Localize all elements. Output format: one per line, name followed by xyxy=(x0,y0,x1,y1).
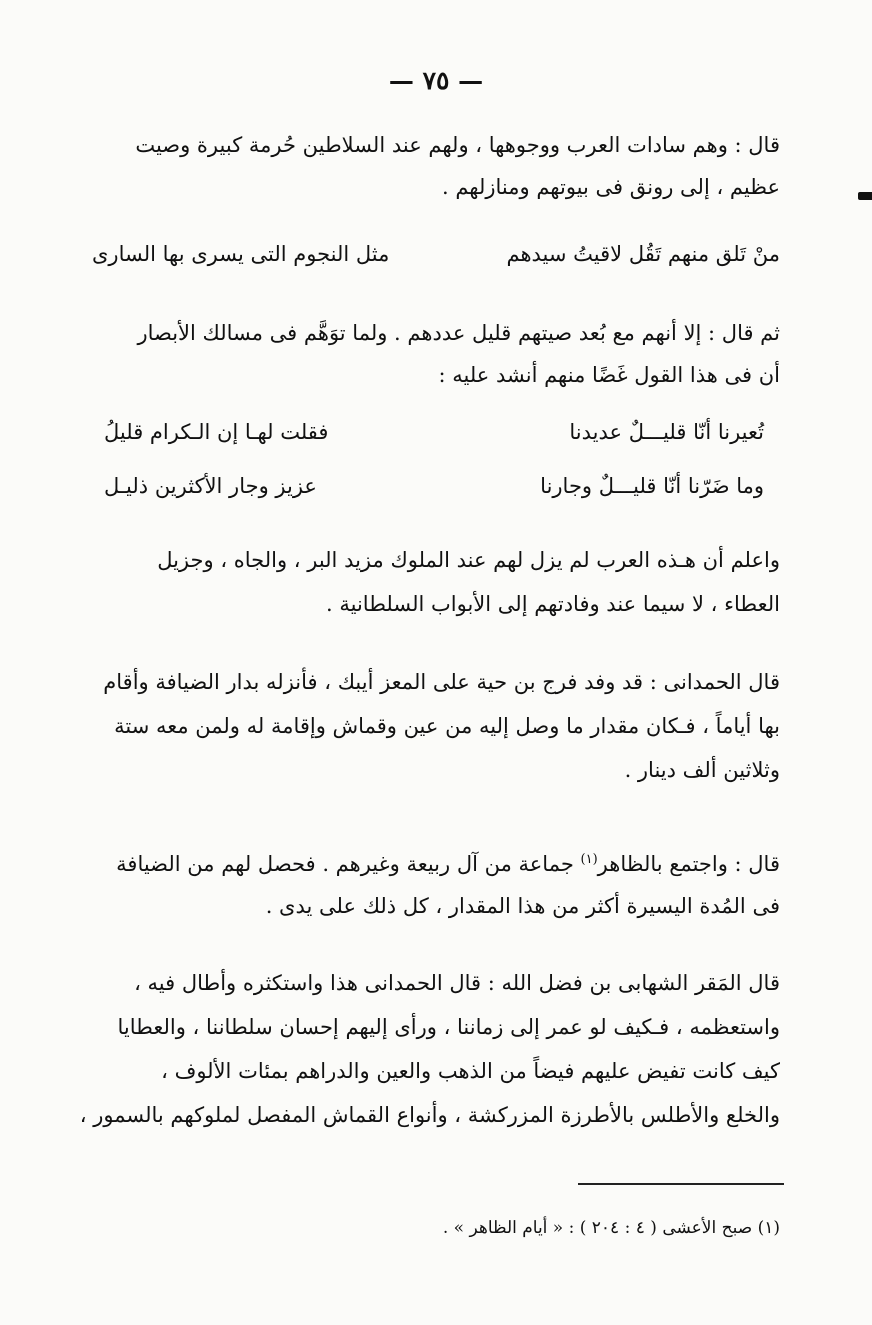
page-number: — ٧٥ — xyxy=(388,66,484,95)
text-segment: قال : واجتمع بالظاهر xyxy=(597,852,780,876)
paragraph-5 xyxy=(92,845,780,921)
text-line xyxy=(92,845,780,891)
page-edge-mark xyxy=(858,192,872,200)
paragraph-4 xyxy=(92,667,780,785)
verse-line xyxy=(104,420,764,444)
text-line: قال المَقر الشهابى بن فضل الله : قال الحمدانى هذا واستكثره وأطال فيه ، xyxy=(134,971,780,995)
text-segment: جماعة من آل ربيعة وغيرهم . فحصل لهم من الضيافة xyxy=(116,852,574,876)
verse-line xyxy=(92,242,780,266)
text-line: بها أياماً ، فـكان مقدار ما وصل إليه من عين وقماش وإقامة له ولمن معه ستة xyxy=(114,714,780,738)
paragraph-3 xyxy=(92,545,780,619)
text-line: واستعظمه ، فـكيف لو عمر إلى زماننا ، ورأى إليهم إحسان سلطاننا ، والعطايا xyxy=(117,1015,780,1039)
text-line: قال : وهم سادات العرب ووجوهها ، ولهم عند السلاطين حُرمة كبيرة وصيت xyxy=(135,133,780,157)
verse-hemistich-left: عزيز وجار الأكثرين ذليـل xyxy=(104,474,317,498)
verse-hemistich-left: مثل النجوم التى يسرى بها السارى xyxy=(92,242,390,266)
paragraph-2 xyxy=(92,318,780,390)
verse-hemistich-right: منْ تَلق منهم تَقُل لاقيتُ سيدهم xyxy=(506,242,780,266)
paragraph-6 xyxy=(79,968,780,1130)
verse-hemistich-right: تُعيرنا أنّا قليـــلٌ عديدنا xyxy=(569,420,764,444)
footnote: (١) صبح الأعشى ( ٤ : ٢٠٤ ) : « أيام الظاهر » . xyxy=(442,1218,780,1238)
text-line: ثم قال : إلا أنهم مع بُعد صيتهم قليل عددهم . ولما توَهَّم فى مسالك الأبصار xyxy=(137,321,780,345)
text-line: عظيم ، إلى رونق فى بيوتهم ومنازلهم . xyxy=(441,175,780,199)
text-line: واعلم أن هـذه العرب لم يزل لهم عند الملوك مزيد البر ، والجاه ، وجزيل xyxy=(157,548,780,572)
text-line: قال الحمدانى : قد وفد فرج بن حية على المعز أيبك ، فأنزله بدار الضيافة وأقام xyxy=(103,670,780,694)
verse-line xyxy=(104,474,764,498)
text-line: والخلع والأطلس بالأطرزة المزركشة ، وأنواع القماش المفصل لملوكهم بالسمور ، xyxy=(79,1103,780,1127)
text-line: كيف كانت تفيض عليهم فيضاً من الذهب والعين والدراهم بمئات الألوف ، xyxy=(161,1059,780,1083)
text-line: أن فى هذا القول غَضًا منهم أنشد عليه : xyxy=(438,363,780,387)
text-line: العطاء ، لا سيما عند وفادتهم إلى الأبواب السلطانية . xyxy=(326,592,780,616)
footnote-reference: (١) xyxy=(580,852,598,867)
text-line: فى المُدة اليسيرة أكثر من هذا المقدار ، كل ذلك على يدى . xyxy=(265,894,780,918)
verse-hemistich-right: وما ضَرّنا أنّا قليـــلٌ وجارنا xyxy=(540,474,764,498)
verse-hemistich-left: فقلت لهـا إن الـكرام قليلُ xyxy=(104,420,329,444)
text-line: وثلاثين ألف دينار . xyxy=(624,758,780,782)
footnote-divider xyxy=(578,1183,784,1185)
paragraph-1 xyxy=(92,130,780,202)
